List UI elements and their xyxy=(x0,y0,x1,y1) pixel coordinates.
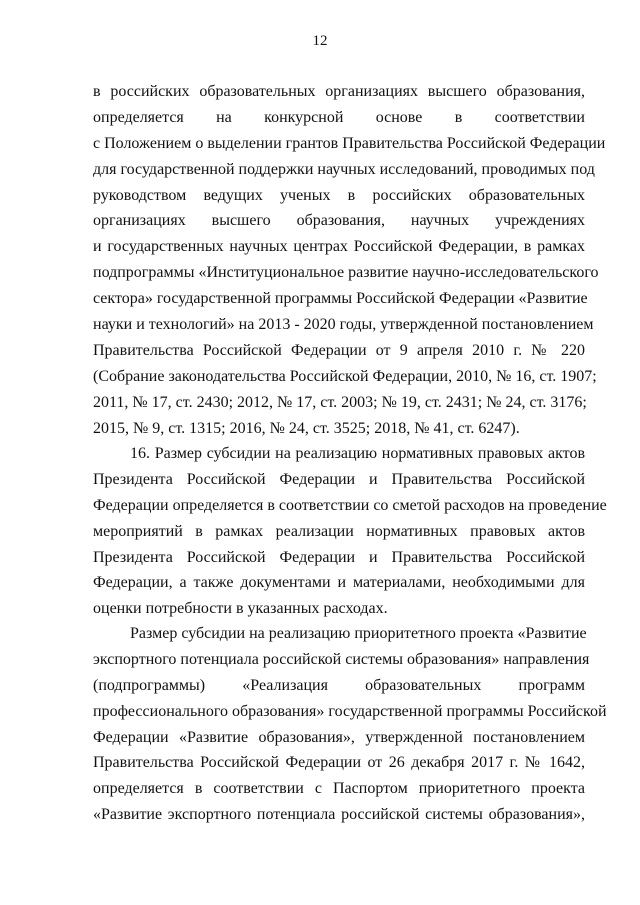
text-line: мероприятий в рамках реализации нормативных правовых актов xyxy=(93,522,585,540)
text-line: определяется на конкурсной основе в соответствии xyxy=(93,108,585,126)
text-line: Федерации «Развитие образования», утвержденной постановлением xyxy=(93,728,585,746)
paragraph-item-16 xyxy=(93,441,607,622)
text-line: сектора» государственной программы Российской Федерации «Развитие xyxy=(93,290,588,308)
text-line: Федерации, а также документами и материалами, необходимыми для xyxy=(93,574,585,592)
text-line: Президента Российской Федерации и Правительства Российской xyxy=(93,548,585,566)
text-line: Размер субсидии на реализацию приоритетного проекта «Развитие xyxy=(130,625,587,642)
text-line: (подпрограммы) «Реализация образовательных программ xyxy=(93,676,585,694)
text-line: подпрограммы «Институциональное развитие научно-исследовательского xyxy=(93,264,599,282)
text-line: 2015, № 9, ст. 1315; 2016, № 24, ст. 3525; 2018, № 41, ст. 6247). xyxy=(93,419,520,437)
text-line: 16. Размер субсидии на реализацию нормативных правовых актов xyxy=(130,445,585,462)
text-line: для государственной поддержки научных исследований, проводимых под xyxy=(93,160,595,178)
text-line: определяется в соответствии с Паспортом приоритетного проекта xyxy=(93,780,585,798)
text-line: оценки потребности в указанных расходах. xyxy=(93,600,388,618)
text-line: с Положением о выделении грантов Правительства Российской Федерации xyxy=(93,134,606,152)
text-line: 2011, № 17, ст. 2430; 2012, № 17, ст. 2003; № 19, ст. 2431; № 24, ст. 3176; xyxy=(93,393,587,411)
text-line: в российских образовательных организациях высшего образования, xyxy=(93,83,585,100)
text-line: Президента Российской Федерации и Правительства Российской xyxy=(93,470,585,488)
text-line: и государственных научных центрах Российской Федерации, в рамках xyxy=(93,238,585,256)
text-line: науки и технологий» на 2013 - 2020 годы, утвержденной постановлением xyxy=(93,316,594,334)
text-line: (Собрание законодательства Российской Федерации, 2010, № 16, ст. 1907; xyxy=(93,367,597,385)
text-line: Правительства Российской Федерации от 9 апреля 2010 г. № 220 xyxy=(93,341,585,359)
paragraph-export-potential-project xyxy=(93,621,607,828)
text-line: Федерации определяется в соответствии со сметой расходов на проведение xyxy=(93,496,607,514)
text-line: экспортного потенциала российской системы образования» направления xyxy=(93,650,590,668)
page-number: 12 xyxy=(312,33,328,49)
text-line: организациях высшего образования, научных учреждениях xyxy=(93,212,585,230)
text-line: руководством ведущих ученых в российских образовательных xyxy=(93,186,585,204)
text-line: «Развитие экспортного потенциала российской системы образования», xyxy=(93,806,585,824)
text-line: Правительства Российской Федерации от 26 декабря 2017 г. № 1642, xyxy=(93,754,585,772)
paragraph-subsidy-grants-continuation xyxy=(93,79,606,441)
text-line: профессионального образования» государственной программы Российской xyxy=(93,702,607,720)
